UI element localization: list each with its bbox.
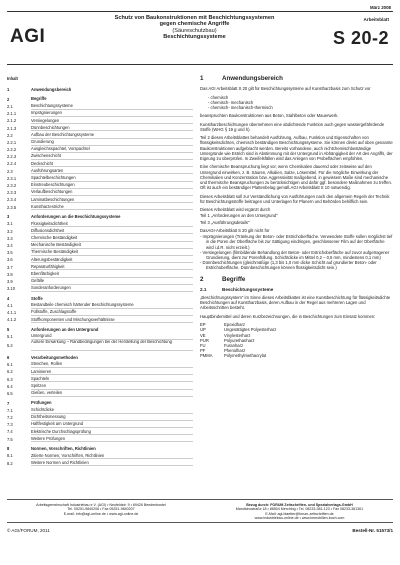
toc-number: 7.4 (7, 429, 13, 435)
toc-title: Füllstoffe, Zuschlagstoffe (31, 309, 193, 316)
toc-number: 4.1.1 (7, 310, 17, 316)
toc-number: 6.4 (7, 383, 13, 389)
toc-number: 3.2 (7, 228, 13, 234)
sheet-number: S 20-2 (332, 28, 389, 48)
toc-title: Streichen, Rollen (31, 361, 193, 368)
abbreviation-meaning: Ungesättigtes Polyesterharz (224, 327, 277, 333)
toc-number: 2.3.2 (7, 183, 17, 189)
toc-row (7, 153, 193, 160)
title-line: gegen chemische Angriffe (159, 21, 230, 28)
toc-title: Imprägnierungen (31, 110, 193, 117)
document-title (82, 15, 307, 40)
table-of-contents (7, 76, 193, 467)
abbreviation: PF (200, 348, 206, 354)
section-title: Begriffe (222, 275, 246, 283)
toc-row (7, 326, 193, 333)
abbreviation-meaning: Polymethylmethacrylat (224, 353, 267, 359)
toc-row (7, 204, 193, 211)
list-item: - chemisch- mechanisch (208, 99, 254, 105)
toc-row (7, 407, 193, 414)
toc-row (7, 96, 193, 103)
toc-row (7, 117, 193, 124)
toc-number: 7.1 (7, 407, 13, 413)
toc-title: Chemische Beständigkeit (31, 235, 193, 242)
toc-number: 3 (7, 214, 10, 220)
toc-row (7, 368, 193, 375)
toc-row (7, 168, 193, 175)
abbreviation-list (200, 322, 393, 358)
toc-title: Ebenflächigkeit (31, 271, 193, 278)
toc-number: 5 (7, 327, 10, 333)
toc-number: 4.1 (7, 303, 13, 309)
toc-number: 2.2.3 (7, 154, 17, 160)
toc-row (7, 460, 193, 467)
toc-row (7, 213, 193, 220)
title-line: Schutz von Baukonstruktionen mit Beschichtungssystemen (114, 15, 275, 21)
toc-title: Stoffe (31, 295, 43, 301)
footer-line: Arbeitsgemeinschaft Industriebau e.V. (AGI) • Neufeldstr. 9 • 69426 Beedenbostel (36, 503, 166, 507)
toc-title: Versiegelungen (31, 118, 193, 125)
toc-row (7, 264, 193, 271)
toc-number: 8 (7, 446, 10, 452)
toc-number: 2.1.1 (7, 111, 17, 117)
list-item: - chemisch- mechanisch-thermisch (208, 105, 273, 110)
toc-title: Stoffkomponenten und Mischungsverhältnisse (31, 317, 193, 324)
toc-row (7, 189, 193, 196)
toc-title: Anforderungen an den Untergrund (31, 326, 99, 332)
toc-row (7, 390, 193, 397)
main-text (200, 76, 393, 362)
agi-logo: AGI (10, 26, 46, 47)
abbreviation: EP (200, 322, 206, 328)
toc-number: 3.5 (7, 250, 13, 256)
toc-number: 4.1.2 (7, 317, 17, 323)
toc-row (7, 124, 193, 131)
toc-number: 2.1.3 (7, 125, 17, 131)
toc-title: Alterungsbeständigkeit (31, 257, 193, 264)
distributor-address (207, 503, 392, 521)
toc-title: Äußere Einwirkung – Randbedingungen bei der Herstellung der Beschichtung (31, 340, 193, 351)
list-item: - Dünnbeschichtungen (gleichmäßige (1,3 bis 1,0 mm dicke Schicht auf grundierter Beton- oder Estrichoberfläche. Dünnbeschichtungen können flüssigkeitsdicht sein.) (200, 260, 377, 271)
abbreviation-meaning: Epoxidharz (224, 322, 245, 328)
toc-number: 2.2.2 (7, 147, 17, 153)
toc-row (7, 182, 193, 189)
toc-title: Elektrische Durchschlagsprüfung (31, 429, 193, 436)
toc-title: Weitere Normen und Richtlinien (31, 460, 193, 467)
toc-row (7, 375, 193, 382)
toc-number: 2 (7, 96, 10, 102)
toc-row (7, 278, 193, 285)
toc-title: Begriffe (31, 96, 47, 102)
abbreviation-meaning: Furanharz (224, 343, 244, 349)
abbreviation: VE (200, 332, 206, 338)
toc-number: 2.3.3 (7, 190, 17, 196)
list-item: - Imprägnierungen (Tränkung der Beton- oder Estrichoberfläche. Verwendete Stoffe sollen möglichst tief in die Poren der Oberfläche bis zur Sättigung eindringen, geschlossener Film auf der Oberfläche wird i.d.R. nicht erzielt.) (200, 234, 393, 250)
copyright: © AGI/FORUM, 2011 (7, 528, 50, 533)
paragraph: Das AGI Arbeitsblatt S 20 gilt für Beschichtungssysteme auf Kunstharzbasis zum Schutz vor (200, 86, 371, 92)
toc-number: 3.6 (7, 257, 13, 263)
publisher-address (11, 503, 191, 516)
abbreviation-meaning: Polyurethanharz (224, 337, 255, 343)
toc-number: 4 (7, 295, 10, 301)
toc-number: 3.9 (7, 278, 13, 284)
toc-row (7, 309, 193, 316)
list-item: - Versiegelungen (filmbildende Behandlung der Beton- oder Estrichoberfläche auf zuvor aufgetragener Grundierung, dient zur Porenfüllung. Schichtdicke im Mittel 0,2 – 0,5 mm, mindestens 0,1 mm) (200, 249, 390, 260)
paragraph: DasAGI-Arbeitsblatt S 20 gilt nicht für (200, 227, 270, 233)
toc-title: Grundierung (31, 139, 193, 146)
toc-row (7, 383, 193, 390)
toc-row (7, 333, 193, 340)
toc-title: Schichtdicke (31, 407, 193, 414)
toc-row (7, 242, 193, 249)
toc-title: Bestandteile chemisch härtender Beschichtungssysteme (31, 302, 193, 309)
toc-title: Spachteln (31, 376, 193, 383)
footer-line: www.industriebau-online.de • www.immobilien-buch.com (254, 516, 345, 521)
toc-number: 3.7 (7, 264, 13, 270)
list-item: - chemisch (208, 94, 229, 100)
section-heading (200, 76, 393, 81)
toc-row (7, 249, 193, 256)
section-number: 1 (200, 75, 204, 82)
toc-title: Haftfestigkeit am Untergrund (31, 421, 193, 428)
toc-row (7, 316, 193, 323)
toc-title: Kunstharzestriche (31, 204, 193, 211)
footer-line: Mandichostraße 18 • 86504 Merching • Tel. 08233-381-123 • Fax 08233-381361 (235, 507, 364, 512)
toc-number: 8.1 (7, 453, 13, 459)
title-line: (Säureschutzbau) (172, 27, 217, 34)
toc-title: Zitierte Normen, Vorschriften, Richtlinien (31, 453, 193, 460)
toc-title: Ausführungsarten (31, 168, 193, 175)
toc-number: 2.3 (7, 168, 13, 174)
paragraph: Teil 1 „Anforderungen an den Untergrund" (200, 213, 278, 219)
subsection-title: Beschichtungssysteme (222, 286, 274, 292)
publisher-footer (7, 499, 393, 523)
bullet-list (200, 95, 393, 111)
abbreviation-meaning: Vinylesterharz (224, 332, 251, 338)
toc-number: 6.1 (7, 362, 13, 368)
toc-list (7, 86, 193, 467)
footer-line: Tel. 05251-9840206 • Fax 05251-9840207 (67, 507, 135, 512)
toc-row (7, 285, 193, 292)
subsection-number: 2.1 (200, 286, 207, 292)
toc-row (7, 414, 193, 421)
abbreviation: FU (200, 343, 206, 349)
toc-title: Mechanische Beständigkeit (31, 242, 193, 249)
toc-title: Laminieren (31, 369, 193, 376)
toc-row (7, 228, 193, 235)
paragraph: Eine chemische Beanspruchung liegt vor, wenn Chemikalien dauernd oder zeitweise auf den Untergrund einwirken, z. B. Säuren, Alkalien, Salze, Lösemittel. Für die mögliche Einwirkung der Chemikalien und Konzentration bzw. Aggressivität maßgebend, in gewissem Maße sind mechanische und thermische Beanspruchungen zu berücksichtigen und dafür ggf. besondere Maßnahmen zu treffen. Oft ist auch ein beständiger Plattenbelag gemäß AGI Arbeitsblatt S 10 notwendig. (200, 164, 392, 191)
toc-title: Laminatbeschichtungen (31, 197, 193, 204)
paragraph: Teil 2 dieses Arbeitsblattes behandelt Ausführung, Aufbau, Funktion und Eigenschaften von flüssigkeitsdichten, chemisch beständigen Beschichtungssysteme. Sie können direkt auf oben genannte Baukonstruktionen aufgebracht werden. Bereits vorhandene, auch nichtchemischbeständige Untergründe wie Estrich sind in Abstimmung mit der Untergrund in Abhängigkeit der Art des Angriffs, der Eignung zu überprüfen. In Zweifelsfällen wird das Anlegen von Probeflächen empfohlen. (200, 135, 393, 161)
toc-number: 2.1.2 (7, 118, 17, 124)
toc-row (7, 103, 193, 110)
toc-number: 2.1 (7, 103, 13, 109)
toc-number: 7.5 (7, 436, 13, 442)
toc-number: 7 (7, 400, 10, 406)
toc-title: Deckschicht (31, 161, 193, 168)
toc-row (7, 220, 193, 227)
abbreviation: PUR (200, 337, 209, 343)
toc-row (7, 445, 193, 452)
subsection-heading (200, 287, 393, 292)
toc-row (7, 139, 193, 146)
toc-title: Normen, Vorschriften, Richtlinien (31, 445, 96, 451)
toc-number: 3.10 (7, 286, 15, 292)
toc-title: Beschichtungssysteme (31, 103, 193, 110)
toc-title: Thermische Beständigkeit (31, 249, 193, 256)
toc-number: 6.5 (7, 390, 13, 396)
toc-row (7, 435, 193, 442)
toc-title: Gefälle (31, 278, 193, 285)
toc-row (7, 302, 193, 309)
order-number: Bestell-Nr. 51573/1 (352, 528, 393, 533)
toc-number: 2.2.4 (7, 161, 17, 167)
toc-title: Flüssigkeitsdichtheit (31, 221, 193, 228)
toc-number: 2.3.4 (7, 197, 17, 203)
toc-row (7, 295, 193, 302)
toc-row (7, 354, 193, 361)
abbreviation: PMMA (200, 353, 213, 359)
paragraph: Dieses Arbeitsblatt soll zur Verständlichung von Ausführungen nach den allgemein Regeln der Technik für Beschichtungsstoffe beitragen und Unterlagen für Planern und Behörden behilflich sein. (200, 193, 390, 204)
paragraph: Dieses Arbeitsblatt wird ergänzt durch (200, 207, 271, 213)
toc-number: 2.2 (7, 132, 13, 138)
toc-number: 6.2 (7, 369, 13, 375)
toc-number: 2.2.1 (7, 139, 17, 145)
toc-heading: Inhalt (7, 76, 18, 81)
paragraph: beanspruchten Baukonstruktionen aus Beton, Stahlbeton oder Mauerwerk. (200, 113, 339, 119)
paragraph: Hauptbindemittel und deren Kurzbezeichnungen, die in Beschichtungen zum Einsatz kommen: (200, 313, 376, 319)
toc-title: Verarbeitungsmethoden (31, 354, 78, 360)
document-header (7, 11, 393, 65)
paragraph: „Beschichtungssystem" im Sinne dieses Arbeitsblattes ist eine Kunstbeschichtung für flüssigkeitsdichte Beschichtungen auf Kunstharzbasis, deren Aufbau in der Regel aus mehreren Lagen und Arbeitsschritten besteht. (200, 295, 391, 311)
toc-number: 3.3 (7, 235, 13, 241)
toc-title: Spritzen (31, 383, 193, 390)
toc-title: Prüfungen (31, 400, 52, 406)
toc-number: 5.2 (7, 343, 13, 349)
toc-row (7, 256, 193, 263)
toc-number: 7.3 (7, 422, 13, 428)
toc-number: 6 (7, 354, 10, 360)
paragraph: Kunstharzbeschichtungen übernehmen eine abdichtende Funktion auch gegen wassergefährdende Stoffe (WHG § 19 g und h). (200, 121, 385, 132)
abbreviation-meaning: Phenolharz (224, 348, 246, 354)
toc-number: 5.1 (7, 334, 13, 340)
toc-title: Verlaufbeschichtungen (31, 189, 193, 196)
toc-row (7, 196, 193, 203)
toc-title: Einstreubeschichtungen (31, 182, 193, 189)
toc-title: Ausgleichsspachtel, Vorspachtel (31, 146, 193, 153)
toc-row (7, 361, 193, 368)
toc-row (7, 132, 193, 139)
toc-title: Sonderanforderungen (31, 285, 193, 292)
paragraph: Teil 3 „Ausführungsdetails" (200, 219, 250, 225)
toc-number: 7.2 (7, 414, 13, 420)
toc-title: Aufbau der Beschichtungssysteme (31, 132, 193, 139)
toc-row (7, 235, 193, 242)
section-heading (200, 277, 393, 282)
title-line: Beschichtungssysteme (163, 33, 226, 40)
toc-title: Untergrund (31, 333, 193, 340)
toc-title: Reparaturfähigkeit (31, 264, 193, 271)
toc-row (7, 160, 193, 167)
issue-date: März 2008 (370, 5, 391, 10)
sheet-label: Arbeitsblatt (363, 17, 389, 22)
toc-title: Weitere Prüfungen (31, 436, 193, 443)
toc-row (7, 452, 193, 459)
footer-line: E-Mail: agi-blaetter@forum-zeitschriften.de (265, 511, 334, 516)
toc-title: Dichtheitsmessung (31, 414, 193, 421)
toc-number: 3.1 (7, 221, 13, 227)
toc-row (7, 110, 193, 117)
abbreviation: UP (200, 327, 206, 333)
section-number: 2 (200, 275, 204, 283)
toc-row (7, 86, 193, 93)
footer-line: Bezug durch: FORUM Zeitschriften- und Spezialverlags-GmbH (246, 503, 353, 507)
toc-title: Zwischenschicht (31, 153, 193, 160)
footer-line: E-mail: info@agi-online.de • www.agi-online.de (63, 511, 139, 516)
toc-number: 3.8 (7, 271, 13, 277)
toc-row (7, 421, 193, 428)
toc-row (7, 428, 193, 435)
bottom-line (7, 528, 393, 533)
toc-title: Dünnbeschichtungen (31, 125, 193, 132)
toc-number: 2.3.5 (7, 204, 17, 210)
toc-row (7, 146, 193, 153)
toc-title: Anforderungen an die Beschichtungssysteme (31, 213, 121, 219)
toc-row (7, 340, 193, 351)
toc-number: 6.3 (7, 376, 13, 382)
toc-title: Spachtelbeschichtungen (31, 175, 193, 182)
section-title: Anwendungsbereich (222, 75, 283, 82)
toc-number: 3.4 (7, 243, 13, 249)
toc-title: Anwendungsbereich (31, 86, 72, 92)
toc-title: Gießen, verteilen (31, 390, 193, 397)
toc-number: 8.2 (7, 460, 13, 466)
toc-row (7, 400, 193, 407)
toc-title: Diffusionsdichtheit (31, 228, 193, 235)
toc-number: 1 (7, 87, 10, 93)
bullet-list (200, 234, 393, 270)
toc-row (7, 175, 193, 182)
toc-row (7, 271, 193, 278)
toc-number: 2.3.1 (7, 175, 17, 181)
